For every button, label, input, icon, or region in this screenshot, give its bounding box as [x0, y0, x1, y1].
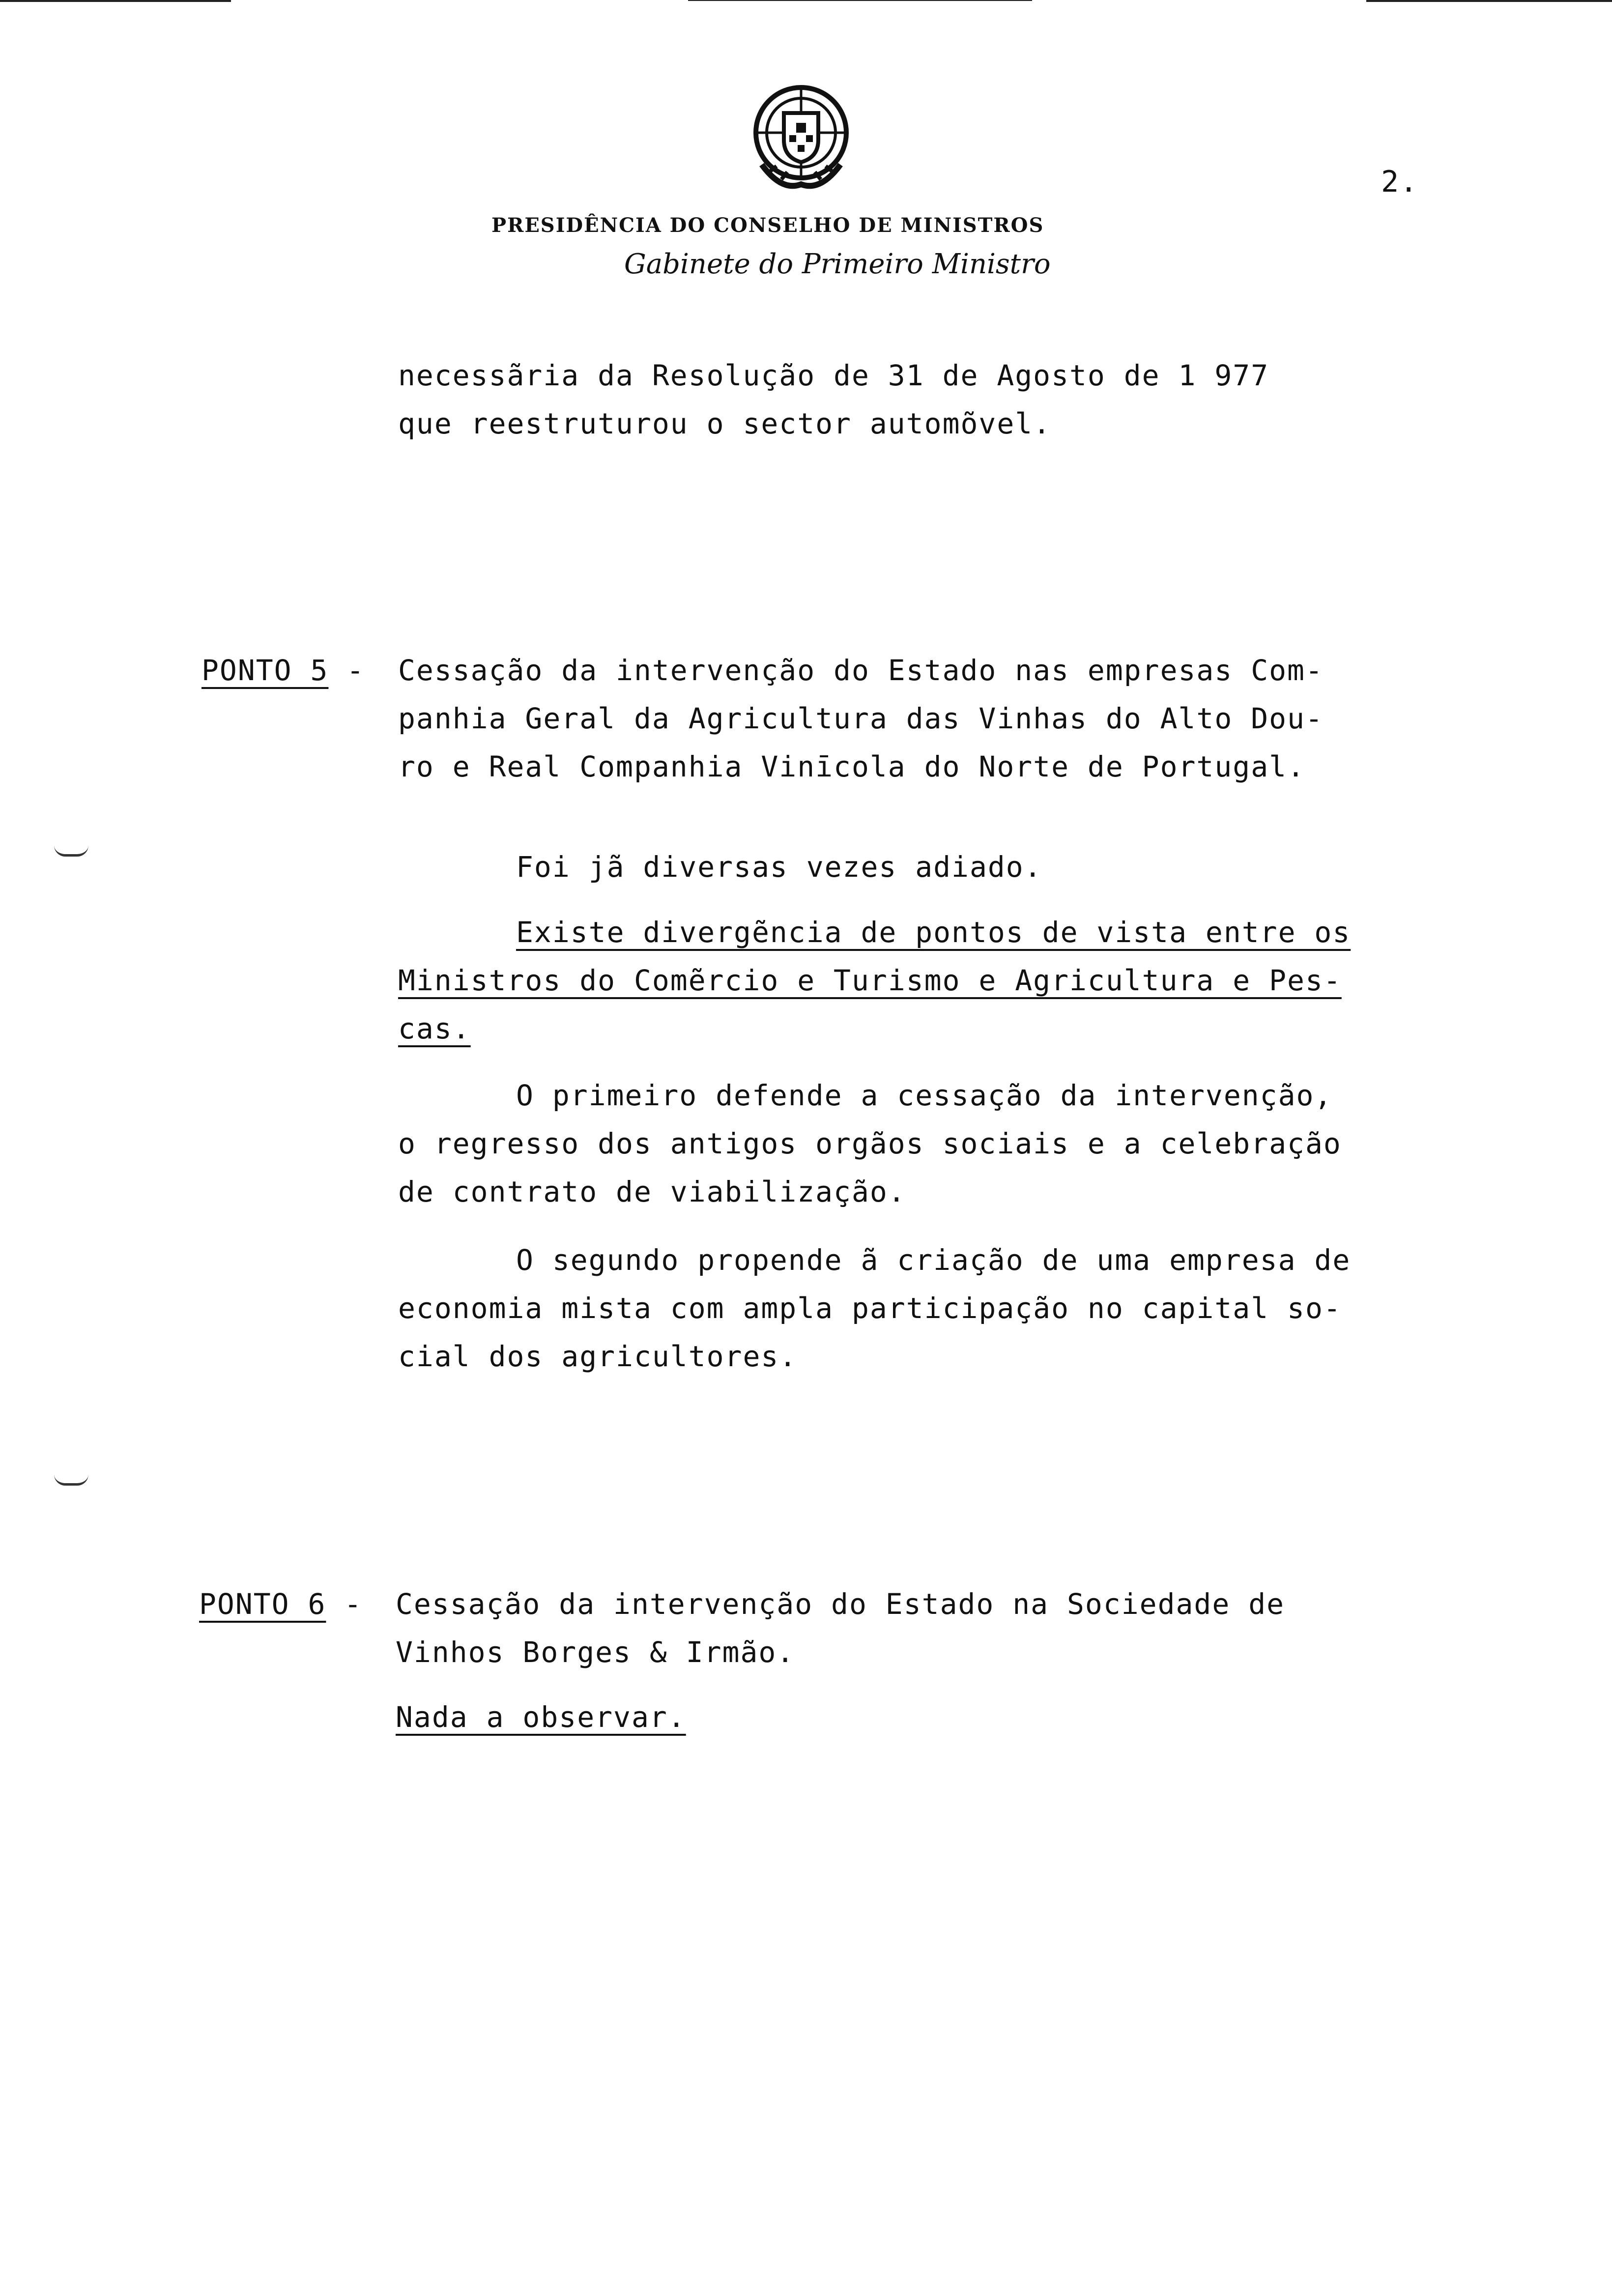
- ponto5-heading: [398, 646, 1324, 791]
- ponto6-heading-line: Cessação da intervenção do Estado na Sociedade de: [396, 1587, 1285, 1621]
- page-number: 2.: [1381, 165, 1419, 199]
- ponto5-para2-line: cas.: [398, 1012, 471, 1045]
- margin-mark: [54, 845, 88, 857]
- header-subtitle: Gabinete do Primeiro Ministro: [624, 248, 1051, 280]
- top-rule-center: [688, 0, 1032, 1]
- top-rule-left: [0, 0, 231, 2]
- header-title: PRESIDÊNCIA DO CONSELHO DE MINISTROS: [491, 214, 1044, 237]
- header-emblem: [742, 79, 860, 197]
- ponto5-para2-line: Ministros do Comẽrcio e Turismo e Agricultura e Pes-: [398, 964, 1342, 997]
- ponto5-dash: -: [346, 654, 365, 687]
- ponto5-para4-line: O segundo propende ã criação de uma empresa de: [516, 1243, 1351, 1277]
- ponto5-para3-line: de contrato de viabilização.: [398, 1175, 906, 1208]
- ponto5-para3: [398, 1071, 1342, 1216]
- ponto6-note-text: Nada a observar.: [396, 1700, 686, 1734]
- ponto5-para1: Foi jã diversas vezes adiado.: [516, 850, 1042, 884]
- ponto5-para3-line: o regresso dos antigos orgãos sociais e a celebração: [398, 1127, 1342, 1160]
- ponto5-para4: [398, 1236, 1351, 1380]
- ponto5-heading-line: Cessação da intervenção do Estado nas empresas Com-: [398, 654, 1324, 687]
- ponto6-label: [199, 1580, 362, 1628]
- ponto6-dash: -: [344, 1587, 363, 1621]
- portuguese-coat-of-arms-icon: [742, 79, 860, 197]
- ponto5-para3-line: O primeiro defende a cessação da intervenção,: [516, 1079, 1333, 1112]
- ponto6-heading-line: Vinhos Borges & Irmão.: [396, 1636, 795, 1669]
- ponto5-para4-line: economia mista com ampla participação no capital so-: [398, 1292, 1342, 1325]
- margin-mark: [54, 1474, 88, 1486]
- ponto5-label: [202, 646, 365, 694]
- ponto5-heading-line: panhia Geral da Agricultura das Vinhas do Alto Dou-: [398, 702, 1324, 735]
- ponto6-heading: [396, 1580, 1285, 1676]
- intro-line: que reestruturou o sector automõvel.: [398, 407, 1052, 440]
- ponto5-heading-line: ro e Real Companhia Vinīcola do Norte de Portugal.: [398, 750, 1305, 783]
- ponto5-para2-line: Existe divergẽncia de pontos de vista entre os: [516, 916, 1351, 949]
- ponto6-note: [396, 1693, 686, 1741]
- intro-line: necessãria da Resolução de 31 de Agosto de 1 977: [398, 359, 1269, 392]
- ponto5-label-text: PONTO 5: [202, 654, 329, 687]
- ponto5-para2: [398, 908, 1351, 1053]
- top-rule-right: [1366, 0, 1612, 2]
- ponto6-label-text: PONTO 6: [199, 1587, 326, 1621]
- intro-paragraph: [398, 351, 1269, 448]
- ponto5-para4-line: cial dos agricultores.: [398, 1340, 798, 1373]
